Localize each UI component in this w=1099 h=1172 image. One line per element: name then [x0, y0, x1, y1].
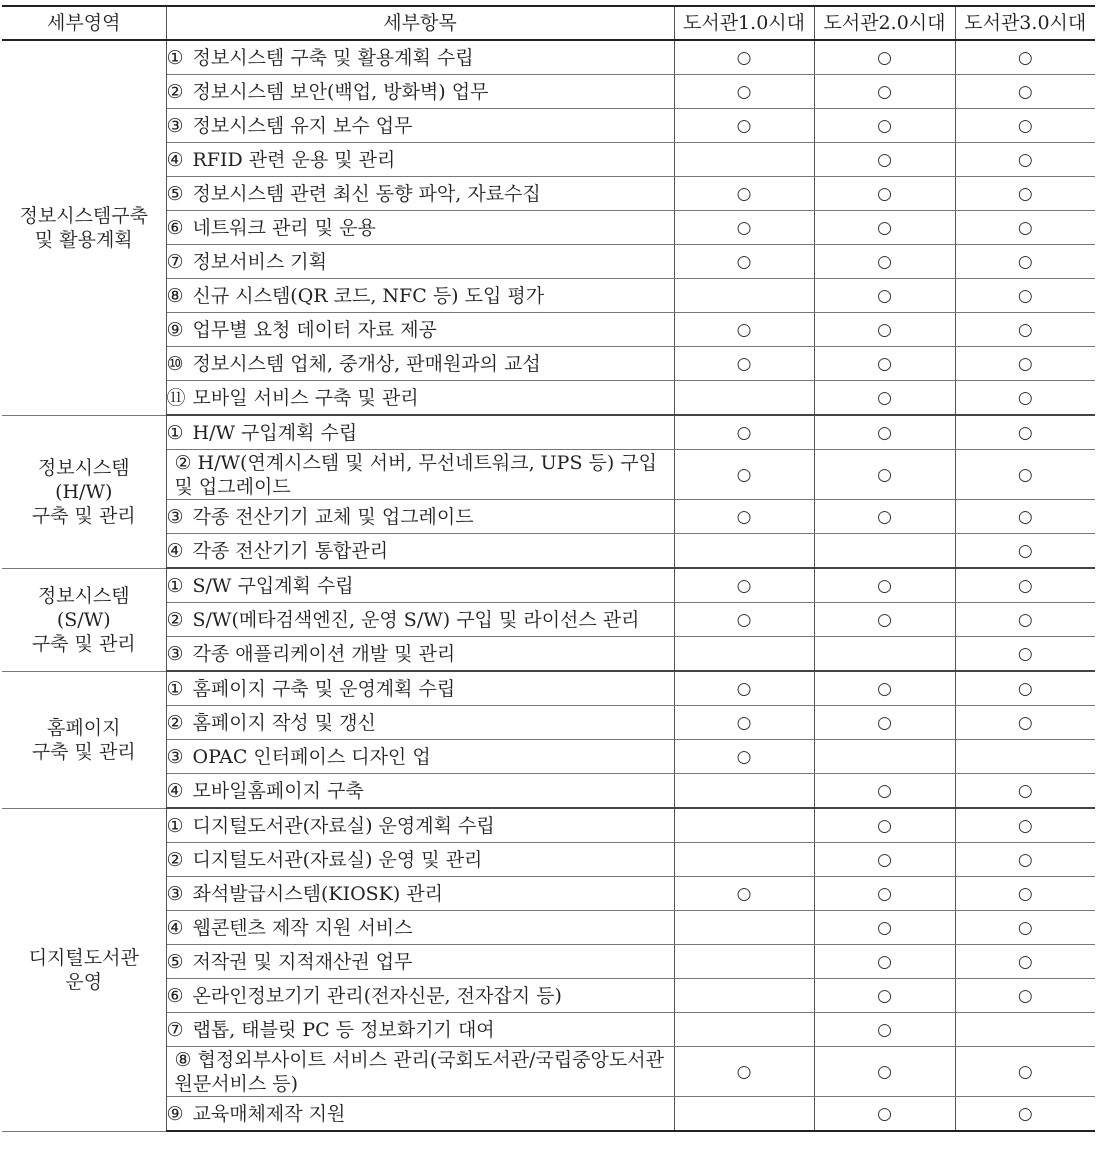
era1-mark-cell: [674, 843, 814, 877]
item-cell: [166, 774, 674, 809]
item-cell: [166, 603, 674, 637]
era2-mark-cell: [814, 740, 955, 774]
item-cell: [166, 1013, 674, 1047]
item-number: ②: [166, 848, 184, 871]
era2-mark-cell: ○: [814, 279, 955, 313]
era1-mark-cell: ○: [674, 877, 814, 911]
area-label-line: (S/W): [56, 608, 111, 631]
header-row: [2, 6, 1095, 40]
item-cell: [166, 415, 674, 450]
item-number: ③: [166, 505, 184, 528]
era3-mark-cell: ○: [955, 843, 1095, 877]
item-text: 홈페이지 구축 및 운영계획 수립: [192, 677, 456, 700]
era3-mark-cell: ○: [955, 1047, 1095, 1097]
item-number: ③: [166, 882, 184, 905]
item-text: 교육매체제작 지원: [192, 1102, 346, 1125]
era2-mark-cell: ○: [814, 808, 955, 843]
era2-mark-cell: ○: [814, 347, 955, 381]
table-row: [2, 245, 1095, 279]
era3-mark-cell: ○: [955, 75, 1095, 109]
table-row: [2, 1097, 1095, 1132]
item-number: ①: [166, 814, 184, 837]
era1-mark-cell: [674, 381, 814, 416]
item-text: 디지털도서관(자료실) 운영 및 관리: [192, 848, 483, 871]
era2-mark-cell: ○: [814, 177, 955, 211]
era2-mark-cell: ○: [814, 415, 955, 450]
item-text: 모바일홈페이지 구축: [192, 779, 364, 802]
era3-mark-cell: ○: [955, 381, 1095, 416]
era3-mark-cell: ○: [955, 211, 1095, 245]
item-number: ⑥: [166, 216, 184, 239]
item-cell: [166, 568, 674, 603]
item-cell: [166, 534, 674, 569]
era2-mark-cell: ○: [814, 75, 955, 109]
table-row: [2, 706, 1095, 740]
item-number: ①: [166, 574, 184, 597]
item-number: ④: [166, 779, 184, 802]
item-cell: [166, 450, 674, 500]
table-row: [2, 415, 1095, 450]
era3-mark-cell: ○: [955, 568, 1095, 603]
era3-mark-cell: ○: [955, 911, 1095, 945]
area-label-line: 정보시스템구축: [19, 204, 148, 227]
era2-mark-cell: ○: [814, 245, 955, 279]
table-body: [2, 40, 1095, 1131]
item-cell: [166, 637, 674, 672]
item-cell: [166, 877, 674, 911]
item-number: ③: [166, 745, 184, 768]
era1-mark-cell: ○: [674, 603, 814, 637]
table-row: [2, 603, 1095, 637]
item-number: ⑦: [166, 1018, 184, 1041]
item-cell: [166, 143, 674, 177]
era2-mark-cell: ○: [814, 1097, 955, 1132]
item-text: 정보시스템 업체, 중개상, 판매원과의 교섭: [192, 352, 541, 375]
item-text: 모바일 서비스 구축 및 관리: [192, 386, 419, 409]
era3-mark-cell: ○: [955, 1097, 1095, 1132]
era1-mark-cell: ○: [674, 706, 814, 740]
era1-mark-cell: [674, 279, 814, 313]
era1-mark-cell: [674, 143, 814, 177]
era2-mark-cell: ○: [814, 945, 955, 979]
item-cell: [166, 945, 674, 979]
era1-mark-cell: ○: [674, 313, 814, 347]
table-row: [2, 911, 1095, 945]
era1-mark-cell: [674, 637, 814, 672]
era1-mark-cell: ○: [674, 109, 814, 143]
item-cell: [166, 1047, 674, 1097]
item-number: ②: [166, 608, 184, 631]
item-number: ⑦: [166, 250, 184, 273]
item-number: ⑪: [166, 386, 186, 409]
item-number: ④: [166, 916, 184, 939]
era2-mark-cell: [814, 534, 955, 569]
item-text: 온라인정보기기 관리(전자신문, 전자잡지 등): [192, 984, 562, 1007]
era1-mark-cell: ○: [674, 1047, 814, 1097]
item-text: S/W 구입계획 수립: [192, 574, 354, 597]
item-text: 협정외부사이트 서비스 관리(국회도서관/국립중앙도서관 원문서비스 등): [174, 1048, 664, 1095]
era1-mark-cell: ○: [674, 40, 814, 75]
era2-mark-cell: ○: [814, 706, 955, 740]
area-label-line: 및 활용계획: [34, 228, 133, 251]
era1-mark-cell: [674, 979, 814, 1013]
table-row: [2, 109, 1095, 143]
era2-mark-cell: ○: [814, 603, 955, 637]
item-text: 정보시스템 보안(백업, 방화벽) 업무: [192, 80, 489, 103]
item-cell: [166, 245, 674, 279]
area-label-line: 홈페이지: [47, 716, 121, 739]
era2-mark-cell: ○: [814, 671, 955, 706]
area-label-line: 운영: [65, 970, 103, 993]
item-number: ④: [166, 539, 184, 562]
item-text: RFID 관련 운용 및 관리: [192, 148, 396, 171]
era3-mark-cell: ○: [955, 109, 1095, 143]
item-text: 좌석발급시스템(KIOSK) 관리: [192, 882, 444, 905]
table-row: [2, 75, 1095, 109]
era2-mark-cell: ○: [814, 40, 955, 75]
era2-mark-cell: ○: [814, 211, 955, 245]
table-row: [2, 143, 1095, 177]
item-text: 각종 전산기기 교체 및 업그레이드: [192, 505, 474, 528]
era3-mark-cell: ○: [955, 450, 1095, 500]
area-cell: [2, 40, 166, 415]
item-number: ⑧: [166, 284, 184, 307]
item-cell: [166, 911, 674, 945]
table-row: [2, 381, 1095, 416]
item-cell: [166, 808, 674, 843]
item-cell: [166, 177, 674, 211]
era2-mark-cell: ○: [814, 979, 955, 1013]
era3-mark-cell: ○: [955, 979, 1095, 1013]
era3-mark-cell: ○: [955, 534, 1095, 569]
era1-mark-cell: ○: [674, 245, 814, 279]
area-label-line: 구축 및 관리: [31, 632, 136, 655]
item-cell: [166, 1097, 674, 1132]
area-label-line: (H/W): [55, 480, 113, 503]
table-row: [2, 843, 1095, 877]
era3-mark-cell: ○: [955, 603, 1095, 637]
era2-mark-cell: ○: [814, 1013, 955, 1047]
item-number: ⑤: [166, 950, 184, 973]
era2-mark-cell: ○: [814, 568, 955, 603]
item-cell: [166, 75, 674, 109]
table-row: [2, 568, 1095, 603]
era1-mark-cell: ○: [674, 671, 814, 706]
era2-mark-cell: ○: [814, 381, 955, 416]
item-number: ⑨: [166, 318, 184, 341]
area-label-line: 정보시스템: [37, 584, 130, 607]
item-text: 홈페이지 작성 및 갱신: [192, 711, 376, 734]
item-number: ②: [166, 80, 184, 103]
era1-mark-cell: ○: [674, 740, 814, 774]
item-cell: [166, 211, 674, 245]
item-text: 디지털도서관(자료실) 운영계획 수립: [192, 814, 495, 837]
era3-mark-cell: ○: [955, 143, 1095, 177]
era2-mark-cell: ○: [814, 774, 955, 809]
item-number: ⑨: [166, 1102, 184, 1125]
item-text: H/W(연계시스템 및 서버, 무선네트워크, UPS 등) 구입 및 업그레이드: [174, 451, 658, 498]
table-row: [2, 211, 1095, 245]
table-row: [2, 450, 1095, 500]
item-cell: [166, 381, 674, 416]
area-label-line: 정보시스템: [37, 456, 130, 479]
item-number: ⑩: [166, 352, 184, 375]
item-number: ①: [166, 46, 184, 69]
item-text: 업무별 요청 데이터 자료 제공: [192, 318, 437, 341]
era3-mark-cell: ○: [955, 177, 1095, 211]
area-cell: [2, 671, 166, 808]
table-row: [2, 740, 1095, 774]
table-row: [2, 808, 1095, 843]
item-number: ①: [166, 421, 184, 444]
item-number: ③: [166, 642, 184, 665]
area-cell: [2, 568, 166, 671]
item-text: 각종 전산기기 통합관리: [192, 539, 389, 562]
header-era3: 도서관3.0시대: [955, 6, 1095, 40]
era1-mark-cell: ○: [674, 177, 814, 211]
area-label-line: 구축 및 관리: [31, 740, 136, 763]
item-cell: [166, 109, 674, 143]
era3-mark-cell: ○: [955, 415, 1095, 450]
area-label-line: 디지털도서관: [28, 946, 139, 969]
table-row: [2, 637, 1095, 672]
area-label-line: 구축 및 관리: [31, 504, 136, 527]
era3-mark-cell: ○: [955, 808, 1095, 843]
item-cell: [166, 740, 674, 774]
era2-mark-cell: ○: [814, 450, 955, 500]
era2-mark-cell: ○: [814, 143, 955, 177]
era1-mark-cell: ○: [674, 347, 814, 381]
item-text: 저작권 및 지적재산권 업무: [192, 950, 413, 973]
table-row: [2, 945, 1095, 979]
item-number: ③: [166, 114, 184, 137]
item-cell: [166, 843, 674, 877]
item-number: ①: [166, 677, 184, 700]
era2-mark-cell: ○: [814, 843, 955, 877]
item-cell: [166, 671, 674, 706]
table-row: [2, 313, 1095, 347]
area-cell: [2, 808, 166, 1131]
area-cell: [2, 415, 166, 568]
era1-mark-cell: [674, 1013, 814, 1047]
item-text: H/W 구입계획 수립: [192, 421, 358, 444]
item-number: ⑥: [166, 984, 184, 1007]
era2-mark-cell: ○: [814, 1047, 955, 1097]
table-row: [2, 1013, 1095, 1047]
table-row: [2, 534, 1095, 569]
era1-mark-cell: [674, 1097, 814, 1132]
era3-mark-cell: ○: [955, 774, 1095, 809]
table-row: [2, 40, 1095, 75]
era1-mark-cell: ○: [674, 75, 814, 109]
era3-mark-cell: ○: [955, 245, 1095, 279]
era2-mark-cell: ○: [814, 877, 955, 911]
era3-mark-cell: [955, 740, 1095, 774]
item-number: ②: [174, 451, 192, 474]
table-row: [2, 279, 1095, 313]
header-item: 세부항목: [166, 6, 674, 40]
item-number: ②: [166, 711, 184, 734]
era3-mark-cell: ○: [955, 671, 1095, 706]
era3-mark-cell: [955, 1013, 1095, 1047]
table-row: [2, 177, 1095, 211]
item-text: 정보서비스 기획: [192, 250, 328, 273]
era3-mark-cell: ○: [955, 279, 1095, 313]
item-cell: [166, 979, 674, 1013]
era2-mark-cell: ○: [814, 911, 955, 945]
item-number: ⑧: [174, 1048, 192, 1071]
era3-mark-cell: ○: [955, 313, 1095, 347]
era1-mark-cell: ○: [674, 450, 814, 500]
item-cell: [166, 279, 674, 313]
item-cell: [166, 347, 674, 381]
era2-mark-cell: ○: [814, 313, 955, 347]
era3-mark-cell: ○: [955, 877, 1095, 911]
era1-mark-cell: [674, 774, 814, 809]
item-text: 정보시스템 구축 및 활용계획 수립: [192, 46, 474, 69]
item-cell: [166, 500, 674, 534]
header-area: 세부영역: [2, 6, 166, 40]
table-row: [2, 774, 1095, 809]
table-row: [2, 877, 1095, 911]
header-era2: 도서관2.0시대: [814, 6, 955, 40]
item-text: 네트워크 관리 및 운용: [192, 216, 376, 239]
item-text: 각종 애플리케이션 개발 및 관리: [192, 642, 456, 665]
item-text: 신규 시스템(QR 코드, NFC 등) 도입 평가: [192, 284, 545, 307]
era3-mark-cell: ○: [955, 40, 1095, 75]
table-row: [2, 1047, 1095, 1097]
item-cell: [166, 706, 674, 740]
era1-mark-cell: [674, 911, 814, 945]
era3-mark-cell: ○: [955, 637, 1095, 672]
era2-mark-cell: ○: [814, 109, 955, 143]
table-row: [2, 979, 1095, 1013]
table-row: [2, 347, 1095, 381]
item-text: 웹콘텐츠 제작 지원 서비스: [192, 916, 413, 939]
item-text: S/W(메타검색엔진, 운영 S/W) 구입 및 라이선스 관리: [192, 608, 640, 631]
item-text: 랩톱, 태블릿 PC 등 정보화기기 대여: [192, 1018, 495, 1041]
table-row: [2, 500, 1095, 534]
item-text: OPAC 인터페이스 디자인 업: [192, 745, 431, 768]
item-number: ⑤: [166, 182, 184, 205]
era3-mark-cell: ○: [955, 945, 1095, 979]
era1-mark-cell: ○: [674, 211, 814, 245]
item-number: ④: [166, 148, 184, 171]
era3-mark-cell: ○: [955, 347, 1095, 381]
era3-mark-cell: ○: [955, 500, 1095, 534]
era1-mark-cell: ○: [674, 568, 814, 603]
item-text: 정보시스템 관련 최신 동향 파악, 자료수집: [192, 182, 541, 205]
task-matrix-table: [2, 5, 1095, 1132]
era2-mark-cell: ○: [814, 500, 955, 534]
era1-mark-cell: [674, 808, 814, 843]
era1-mark-cell: [674, 534, 814, 569]
era2-mark-cell: [814, 637, 955, 672]
table-row: [2, 671, 1095, 706]
era3-mark-cell: ○: [955, 706, 1095, 740]
item-cell: [166, 313, 674, 347]
item-text: 정보시스템 유지 보수 업무: [192, 114, 413, 137]
header-era1: 도서관1.0시대: [674, 6, 814, 40]
era1-mark-cell: ○: [674, 500, 814, 534]
era1-mark-cell: ○: [674, 415, 814, 450]
item-cell: [166, 40, 674, 75]
era1-mark-cell: [674, 945, 814, 979]
